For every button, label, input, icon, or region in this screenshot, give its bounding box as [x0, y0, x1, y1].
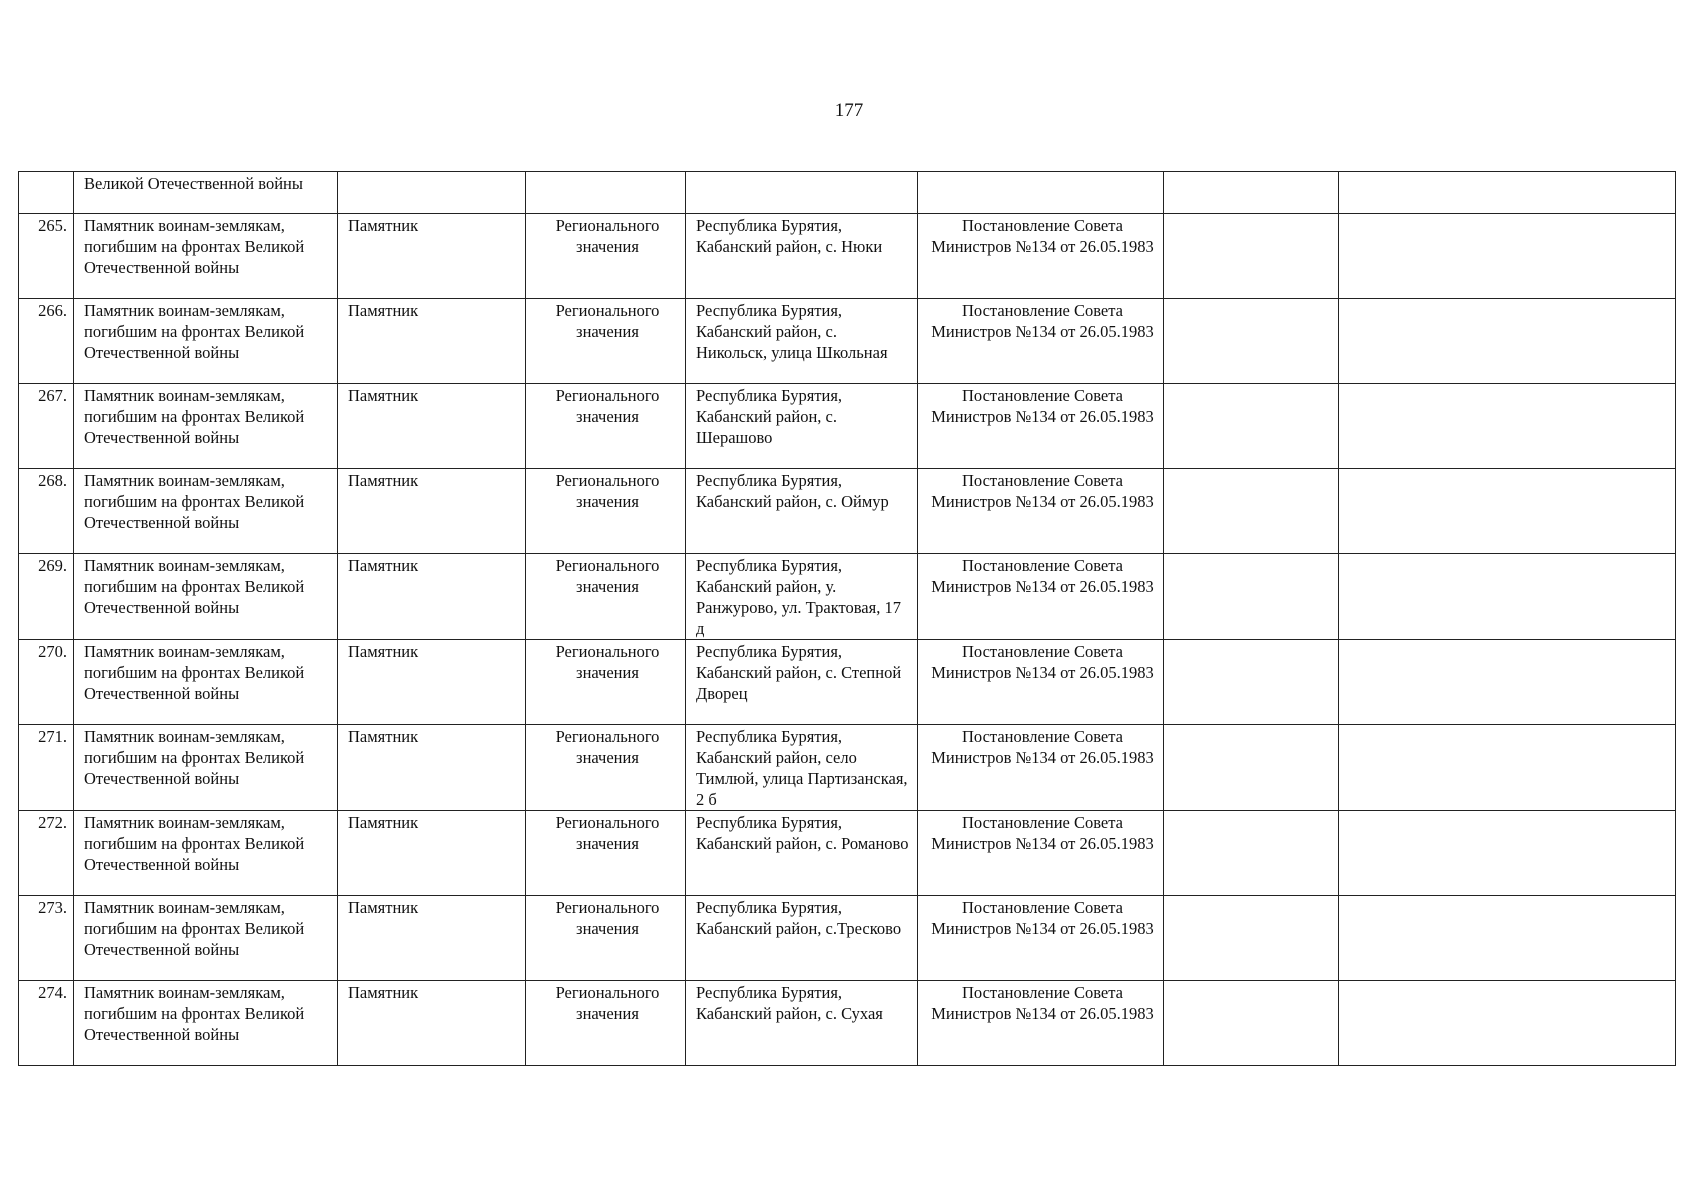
cell-document: Постановление Совета Министров №134 от 26.05.1983	[918, 640, 1164, 725]
cell-type: Памятник	[338, 896, 526, 981]
cell-empty	[1339, 554, 1676, 640]
table-row	[19, 214, 1676, 299]
cell-location	[686, 172, 918, 214]
cell-location: Республика Бурятия, Кабанский район, с. Оймур	[686, 469, 918, 554]
table-row	[19, 811, 1676, 896]
cell-name: Памятник воинам-землякам, погибшим на фронтах Великой Отечественной войны	[74, 299, 338, 384]
cell-number: 273.	[19, 896, 74, 981]
cell-type: Памятник	[338, 469, 526, 554]
cell-type: Памятник	[338, 725, 526, 811]
cell-type: Памятник	[338, 811, 526, 896]
cell-number: 274.	[19, 981, 74, 1066]
cell-empty	[1339, 896, 1676, 981]
cell-empty	[1339, 384, 1676, 469]
cell-category	[526, 172, 686, 214]
cell-category: Регионального значения	[526, 299, 686, 384]
cell-empty	[1339, 214, 1676, 299]
cell-type: Памятник	[338, 640, 526, 725]
cell-number: 267.	[19, 384, 74, 469]
cell-category: Регионального значения	[526, 640, 686, 725]
cell-category: Регионального значения	[526, 384, 686, 469]
table-row	[19, 554, 1676, 640]
cell-document: Постановление Совета Министров №134 от 26.05.1983	[918, 299, 1164, 384]
cell-document: Постановление Совета Министров №134 от 26.05.1983	[918, 981, 1164, 1066]
cell-empty	[1164, 896, 1339, 981]
table-row	[19, 299, 1676, 384]
cell-document	[918, 172, 1164, 214]
cell-type: Памятник	[338, 299, 526, 384]
page-number: 177	[834, 100, 864, 121]
cell-number: 266.	[19, 299, 74, 384]
cell-number: 271.	[19, 725, 74, 811]
cell-category: Регионального значения	[526, 214, 686, 299]
cell-document: Постановление Совета Министров №134 от 26.05.1983	[918, 554, 1164, 640]
table-body	[19, 172, 1676, 1066]
cell-type: Памятник	[338, 214, 526, 299]
cell-type	[338, 172, 526, 214]
table-row-continued	[19, 172, 1676, 214]
cell-number: 269.	[19, 554, 74, 640]
cell-type: Памятник	[338, 554, 526, 640]
cell-empty	[1164, 811, 1339, 896]
cell-location: Республика Бурятия, Кабанский район, с. Нюки	[686, 214, 918, 299]
cell-number: 268.	[19, 469, 74, 554]
table-row	[19, 981, 1676, 1066]
cell-category: Регионального значения	[526, 811, 686, 896]
cell-location: Республика Бурятия, Кабанский район, село Тимлюй, улица Партизанская, 2 б	[686, 725, 918, 811]
cell-location: Республика Бурятия, Кабанский район, с. Романово	[686, 811, 918, 896]
cell-empty	[1164, 725, 1339, 811]
cell-empty	[1339, 172, 1676, 214]
cell-empty	[1164, 214, 1339, 299]
table-row	[19, 896, 1676, 981]
cell-name: Памятник воинам-землякам, погибшим на фронтах Великой Отечественной войны	[74, 896, 338, 981]
cell-type: Памятник	[338, 981, 526, 1066]
cell-empty	[1339, 725, 1676, 811]
cell-name: Памятник воинам-землякам, погибшим на фронтах Великой Отечественной войны	[74, 811, 338, 896]
cell-category: Регионального значения	[526, 725, 686, 811]
cell-location: Республика Бурятия, Кабанский район, с.Тресково	[686, 896, 918, 981]
table-row	[19, 469, 1676, 554]
cell-type: Памятник	[338, 384, 526, 469]
cell-empty	[1164, 981, 1339, 1066]
cell-empty	[1339, 640, 1676, 725]
cell-location: Республика Бурятия, Кабанский район, с. Степной Дворец	[686, 640, 918, 725]
cell-document: Постановление Совета Министров №134 от 26.05.1983	[918, 469, 1164, 554]
cell-category: Регионального значения	[526, 469, 686, 554]
cell-location: Республика Бурятия, Кабанский район, с. Шерашово	[686, 384, 918, 469]
cell-document: Постановление Совета Министров №134 от 26.05.1983	[918, 384, 1164, 469]
cell-empty	[1164, 640, 1339, 725]
cell-empty	[1339, 469, 1676, 554]
cell-empty	[1339, 811, 1676, 896]
cell-number: 265.	[19, 214, 74, 299]
cell-location: Республика Бурятия, Кабанский район, с. Сухая	[686, 981, 918, 1066]
table-row	[19, 384, 1676, 469]
cell-number: 272.	[19, 811, 74, 896]
cell-category: Регионального значения	[526, 981, 686, 1066]
cell-document: Постановление Совета Министров №134 от 26.05.1983	[918, 896, 1164, 981]
cell-number	[19, 172, 74, 214]
cell-number: 270.	[19, 640, 74, 725]
cell-empty	[1164, 469, 1339, 554]
cell-document: Постановление Совета Министров №134 от 26.05.1983	[918, 214, 1164, 299]
cell-name: Памятник воинам-землякам, погибшим на фронтах Великой Отечественной войны	[74, 981, 338, 1066]
cell-name: Великой Отечественной войны	[74, 172, 338, 214]
cell-location: Республика Бурятия, Кабанский район, с. Никольск, улица Школьная	[686, 299, 918, 384]
cell-empty	[1164, 554, 1339, 640]
cell-name: Памятник воинам-землякам, погибшим на фронтах Великой Отечественной войны	[74, 640, 338, 725]
cell-empty	[1339, 299, 1676, 384]
cell-name: Памятник воинам-землякам, погибшим на фронтах Великой Отечественной войны	[74, 384, 338, 469]
cell-category: Регионального значения	[526, 554, 686, 640]
cell-name: Памятник воинам-землякам, погибшим на фронтах Великой Отечественной войны	[74, 214, 338, 299]
table-row	[19, 640, 1676, 725]
cell-document: Постановление Совета Министров №134 от 26.05.1983	[918, 725, 1164, 811]
cell-name: Памятник воинам-землякам, погибшим на фронтах Великой Отечественной войны	[74, 725, 338, 811]
cell-name: Памятник воинам-землякам, погибшим на фронтах Великой Отечественной войны	[74, 469, 338, 554]
cell-name: Памятник воинам-землякам, погибшим на фронтах Великой Отечественной войны	[74, 554, 338, 640]
table-row	[19, 725, 1676, 811]
cell-document: Постановление Совета Министров №134 от 26.05.1983	[918, 811, 1164, 896]
cell-empty	[1339, 981, 1676, 1066]
heritage-registry-table	[18, 171, 1676, 1066]
cell-empty	[1164, 299, 1339, 384]
cell-location: Республика Бурятия, Кабанский район, у. Ранжурово, ул. Трактовая, 17 д	[686, 554, 918, 640]
cell-empty	[1164, 172, 1339, 214]
cell-category: Регионального значения	[526, 896, 686, 981]
cell-empty	[1164, 384, 1339, 469]
